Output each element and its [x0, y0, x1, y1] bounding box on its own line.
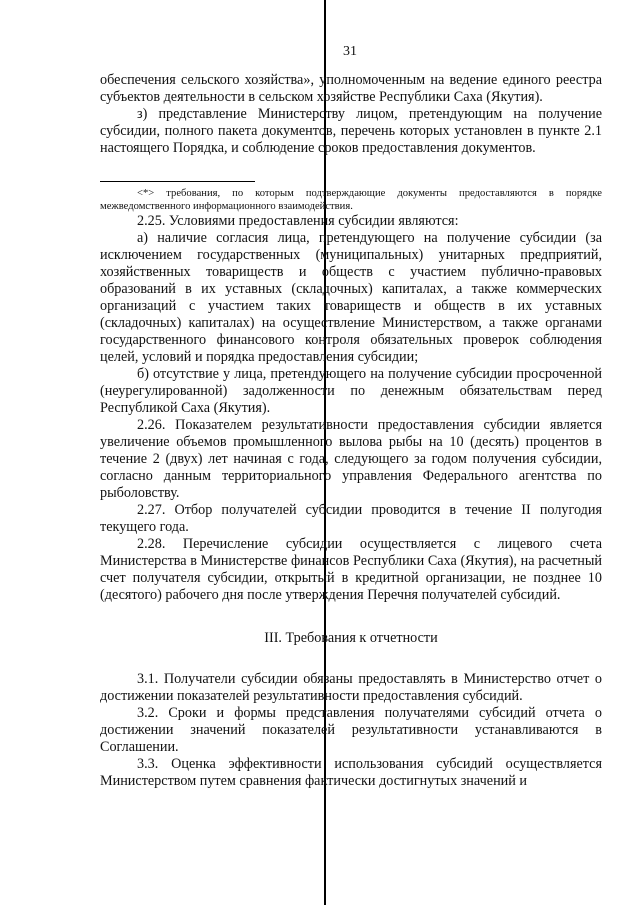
paragraph: обеспечения сельского хозяйства», уполномоченным на ведение единого реестра субъектов деятельности в сельском хозяйстве Республики Саха (Якутия).	[100, 72, 602, 105]
footnote-divider	[100, 181, 255, 182]
page-number: 31	[343, 44, 357, 59]
paragraph-b: б) отсутствие у лица, претендующего на получение субсидии просроченной (неурегулированной) задолженности по денежным обязательствам перед Республикой Саха (Якутия).	[100, 366, 602, 416]
paragraph-3-2: 3.2. Сроки и формы представления получателями субсидий отчета о достижении значений показателей результативности устанавливаются в Соглашении.	[100, 705, 602, 755]
paragraph: з) представление Министерству лицом, претендующим на получение субсидии, полного пакета документов, перечень которых установлен в пункте 2.1 настоящего Порядка, и соблюдение сроков предоставления документов.	[100, 106, 602, 156]
paragraph-a: а) наличие согласия лица, претендующего на получение субсидии (за исключением государственных (муниципальных) унитарных предприятий, хозяйственных товариществ и обществ с участием публично-правовых образований в их уставных (складочных) капиталах, а также коммерческих организаций с участием таких товариществ и обществ в их уставных (складочных) капиталах) на осуществление Министерством, а также органами государственного финансового контроля обязательных проверок соблюдения целей, условий и порядка предоставления субсидии;	[100, 230, 602, 365]
paragraph-3-1: 3.1. Получатели субсидии обязаны предоставлять в Министерство отчет о достижении показателей результативности предоставления субсидий.	[100, 671, 602, 704]
paragraph-2-26: 2.26. Показателем результативности предоставления субсидии является увеличение объемов промышленного вылова рыбы на 10 (десять) процентов в течение 2 (двух) лет начиная с года, следующего за годом получения субсидии, согласно данным территориального управления Федерального агентства по рыболовству.	[100, 417, 602, 501]
section-heading: III. Требования к отчетности	[264, 630, 438, 646]
document-body	[100, 72, 602, 790]
paragraph-2-27: 2.27. Отбор получателей субсидии проводится в течение II полугодия текущего года.	[100, 502, 602, 535]
paragraph-3-3: 3.3. Оценка эффективности использования субсидий осуществляется Министерством путем сравнения фактически достигнутых значений и	[100, 756, 602, 789]
footnote: <*> требования, по которым подтверждающие документы предоставляются в порядке межведомственного информационного взаимодействия.	[100, 188, 602, 212]
paragraph-2-25: 2.25. Условиями предоставления субсидии являются:	[137, 213, 459, 229]
paragraph-2-28: 2.28. Перечисление субсидии осуществляется с лицевого счета Министерства в Министерстве финансов Республики Саха (Якутия), на расчетный счет получателя субсидии, открытый в кредитной организации, не позднее 10 (десятого) рабочего дня после утверждения Перечня получателей субсидий.	[100, 536, 602, 603]
